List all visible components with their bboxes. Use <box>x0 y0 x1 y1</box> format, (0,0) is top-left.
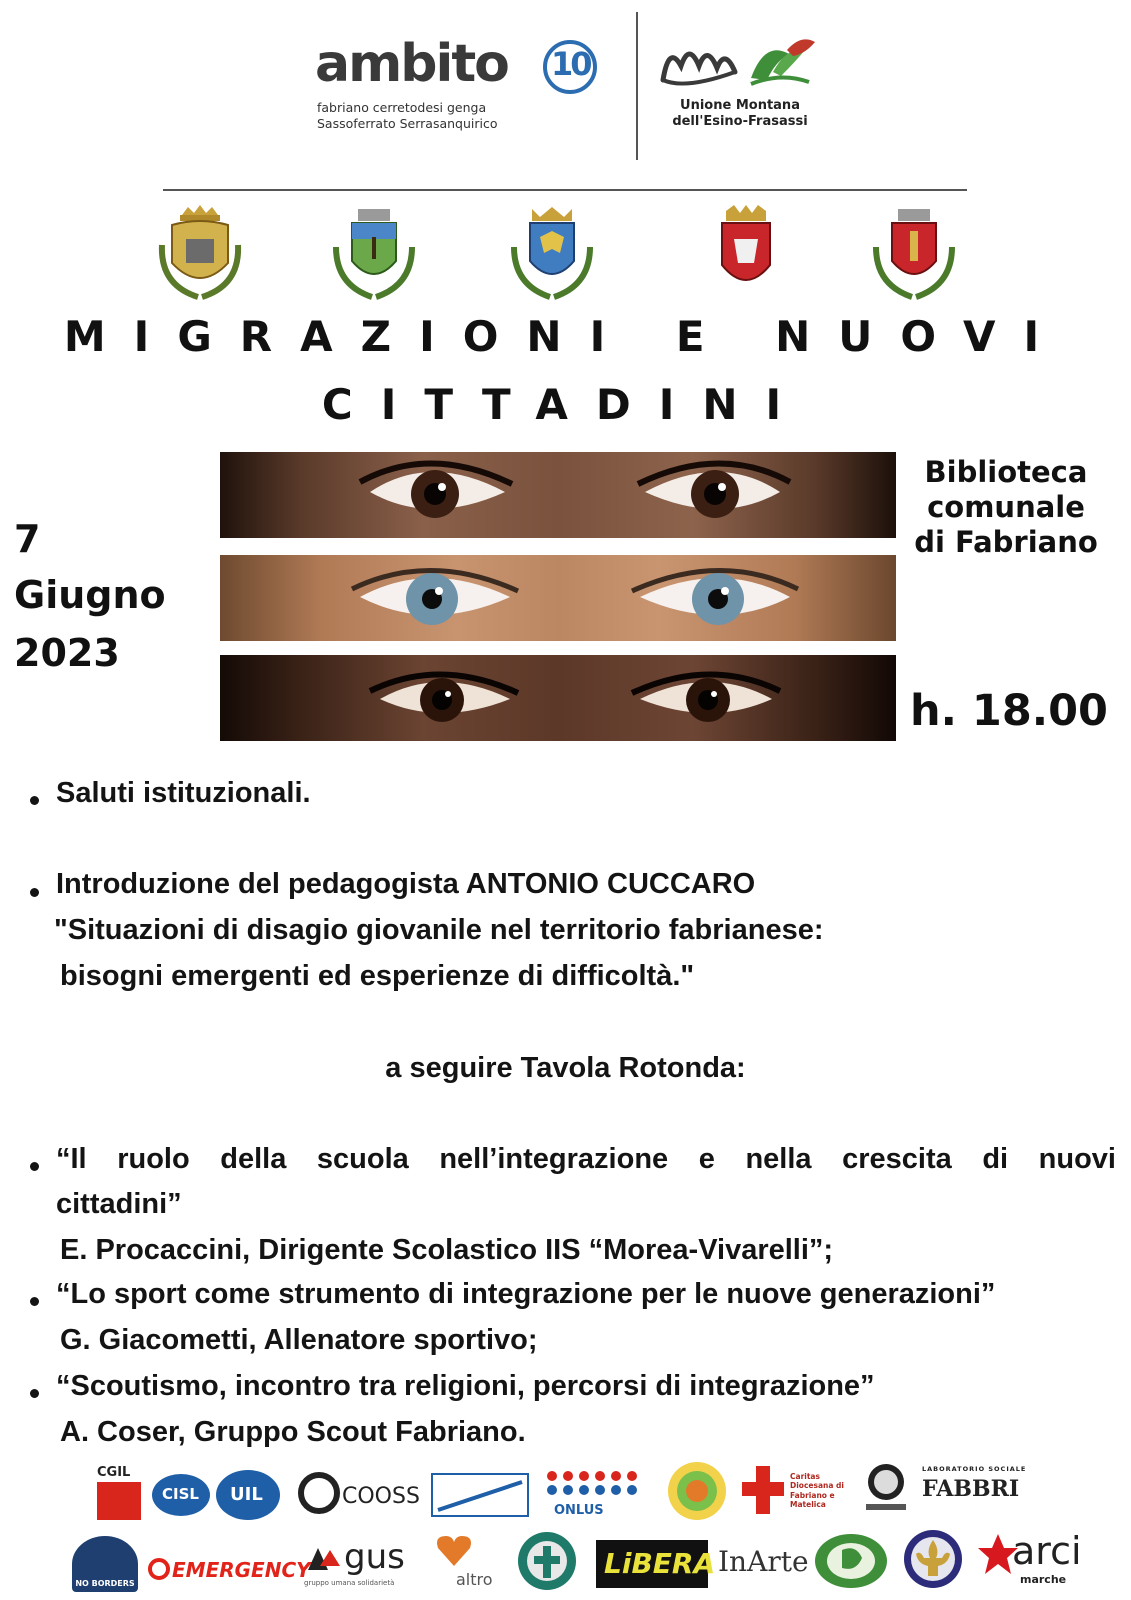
libera-logo <box>596 1540 716 1588</box>
talk2-title: “Lo sport come strumento di integrazione per le nuove generazioni” <box>56 1278 996 1310</box>
eyes-dark-brown-icon <box>220 452 896 538</box>
cerreto-crest-icon <box>332 205 416 301</box>
arci-subtitle: marche <box>1020 1573 1067 1586</box>
title-line-1: MIGRAZIONI E NUOVI <box>63 312 1068 361</box>
circolo-arci-logo-icon <box>860 1460 912 1516</box>
header-rule <box>163 189 967 191</box>
eyes-deep-brown-icon <box>220 655 896 741</box>
emergency-label: EMERGENCY <box>172 1558 311 1582</box>
talk1-word: di <box>982 1143 1009 1175</box>
roundtable-heading: a seguire Tavola Rotonda: <box>385 1052 746 1084</box>
cooss-logo <box>298 1472 418 1518</box>
onlus-cooperative-logo <box>544 1470 652 1522</box>
unione-montana-logo <box>655 32 825 142</box>
ambito-towns-line1: fabriano cerretodesi genga <box>317 100 487 115</box>
bullet-icon <box>30 888 39 897</box>
gus-label: gus <box>344 1537 405 1577</box>
talk1-word: scuola <box>316 1143 409 1175</box>
eyes-photo-strip-3 <box>220 655 896 741</box>
gus-subtitle: gruppo umana solidarietà <box>304 1579 395 1587</box>
talk1-word: “Il <box>56 1143 87 1175</box>
eyes-photo-strip-2 <box>220 555 896 641</box>
talk1-speaker: E. Procaccini, Dirigente Scolastico IIS “Morea-Vivarelli”; <box>60 1234 834 1266</box>
commissione-pari-opportunita-logo-icon <box>666 1460 728 1522</box>
no-borders-logo <box>72 1536 138 1592</box>
oltre-label: altro <box>456 1570 493 1589</box>
no-borders-label: NO BORDERS <box>75 1579 135 1588</box>
talk1-word: nell’integrazione <box>439 1143 669 1175</box>
genga-crest-icon <box>510 205 594 301</box>
scout-fleur-de-lis-logo-icon <box>902 1528 964 1590</box>
venue-line-3: di Fabriano <box>914 525 1098 559</box>
heart-icon <box>434 1530 474 1570</box>
program-item-greetings: Saluti istituzionali. <box>56 777 311 809</box>
venue-line-1: Biblioteca <box>924 455 1088 489</box>
eyes-blue-icon <box>220 555 896 641</box>
program-introduction: Introduzione del pedagogista ANTONIO CUCCARO <box>56 868 756 900</box>
cisl-logo <box>152 1474 210 1516</box>
talk1-word: e <box>698 1143 715 1175</box>
unione-montana-emblem-icon <box>655 32 825 98</box>
talk1-word: nuovi <box>1038 1143 1116 1175</box>
caritas-logo <box>738 1462 850 1522</box>
cgil-red-square <box>97 1482 141 1520</box>
cgil-label: CGIL <box>97 1465 131 1480</box>
inarte-logo: InArte <box>718 1545 809 1578</box>
onlus-label: ONLUS <box>554 1503 604 1518</box>
caritas-cross-icon <box>738 1462 788 1518</box>
bullet-icon <box>30 1389 39 1398</box>
ambito-number: 10 <box>551 45 590 83</box>
talk1-word: ruolo <box>117 1143 190 1175</box>
unione-line2: dell'Esino-Frasassi <box>672 114 808 129</box>
header-divider <box>636 12 638 160</box>
libera-label: LiBERA <box>604 1547 716 1580</box>
event-date-month: Giugno <box>14 573 166 617</box>
serra-san-quirico-crest-icon <box>872 205 956 301</box>
europe-association-logo-icon <box>812 1532 890 1590</box>
uil-logo <box>216 1470 280 1520</box>
event-date-day: 7 <box>14 517 41 561</box>
bullet-icon <box>30 796 39 805</box>
laboratorio-fabbri-logo <box>922 1466 1032 1506</box>
talk1-title-line2: cittadini” <box>56 1188 182 1220</box>
bullet-icon <box>30 1162 39 1171</box>
talk1-title-line1 <box>56 1145 1116 1174</box>
title-line-2: CITTADINI <box>321 380 810 429</box>
event-time: h. 18.00 <box>910 686 1108 736</box>
talk3-title: “Scoutismo, incontro tra religioni, percorsi di integrazione” <box>56 1370 875 1402</box>
emergency-circle-icon <box>148 1558 170 1580</box>
gus-star-icon <box>304 1544 342 1574</box>
talk1-word: crescita <box>842 1143 952 1175</box>
uil-label: UIL <box>230 1484 263 1505</box>
caritas-label: Caritas Diocesana di Fabriano e Matelica <box>790 1472 844 1510</box>
fabbri-label: FABBRI <box>922 1476 1020 1502</box>
catholic-association-logo-icon <box>516 1530 578 1592</box>
ambito-brand: ambito <box>315 34 508 94</box>
cgil-logo <box>97 1466 143 1520</box>
arci-label: arci <box>1012 1529 1082 1573</box>
cooss-circle-icon <box>298 1472 340 1514</box>
ambito-towns-line2: Sassoferrato Serrasanquirico <box>317 116 498 131</box>
event-date-year: 2023 <box>14 631 120 675</box>
unione-line1: Unione Montana <box>680 98 800 113</box>
talk1-word: nella <box>745 1143 812 1175</box>
gus-logo <box>304 1536 408 1592</box>
introduction-talk-title-line1: "Situazioni di disagio giovanile nel territorio fabrianese: <box>54 914 824 946</box>
ambito-10-logo <box>315 28 630 136</box>
laboratorio-label: LABORATORIO SOCIALE <box>922 1465 1027 1473</box>
arci-marche-logo <box>976 1529 1082 1594</box>
cooss-label: COOSS <box>342 1484 420 1509</box>
introduction-talk-title-line2: bisogni emergenti ed esperienze di difficoltà." <box>60 960 695 992</box>
cisl-label: CISL <box>162 1485 199 1503</box>
talk2-speaker: G. Giacometti, Allenatore sportivo; <box>60 1324 538 1356</box>
dots-pattern-icon <box>544 1470 652 1504</box>
sassoferrato-crest-icon <box>704 205 788 301</box>
bullet-icon <box>30 1297 39 1306</box>
oltre-l-altro-logo <box>416 1530 502 1592</box>
consulta-logo-icon <box>430 1472 530 1518</box>
emergency-logo <box>148 1552 311 1586</box>
eyes-photo-strip-1 <box>220 452 896 538</box>
talk3-speaker: A. Coser, Gruppo Scout Fabriano. <box>60 1416 526 1448</box>
talk1-word: della <box>220 1143 287 1175</box>
fabriano-crest-icon <box>158 205 242 301</box>
venue-line-2: comunale <box>927 490 1085 524</box>
